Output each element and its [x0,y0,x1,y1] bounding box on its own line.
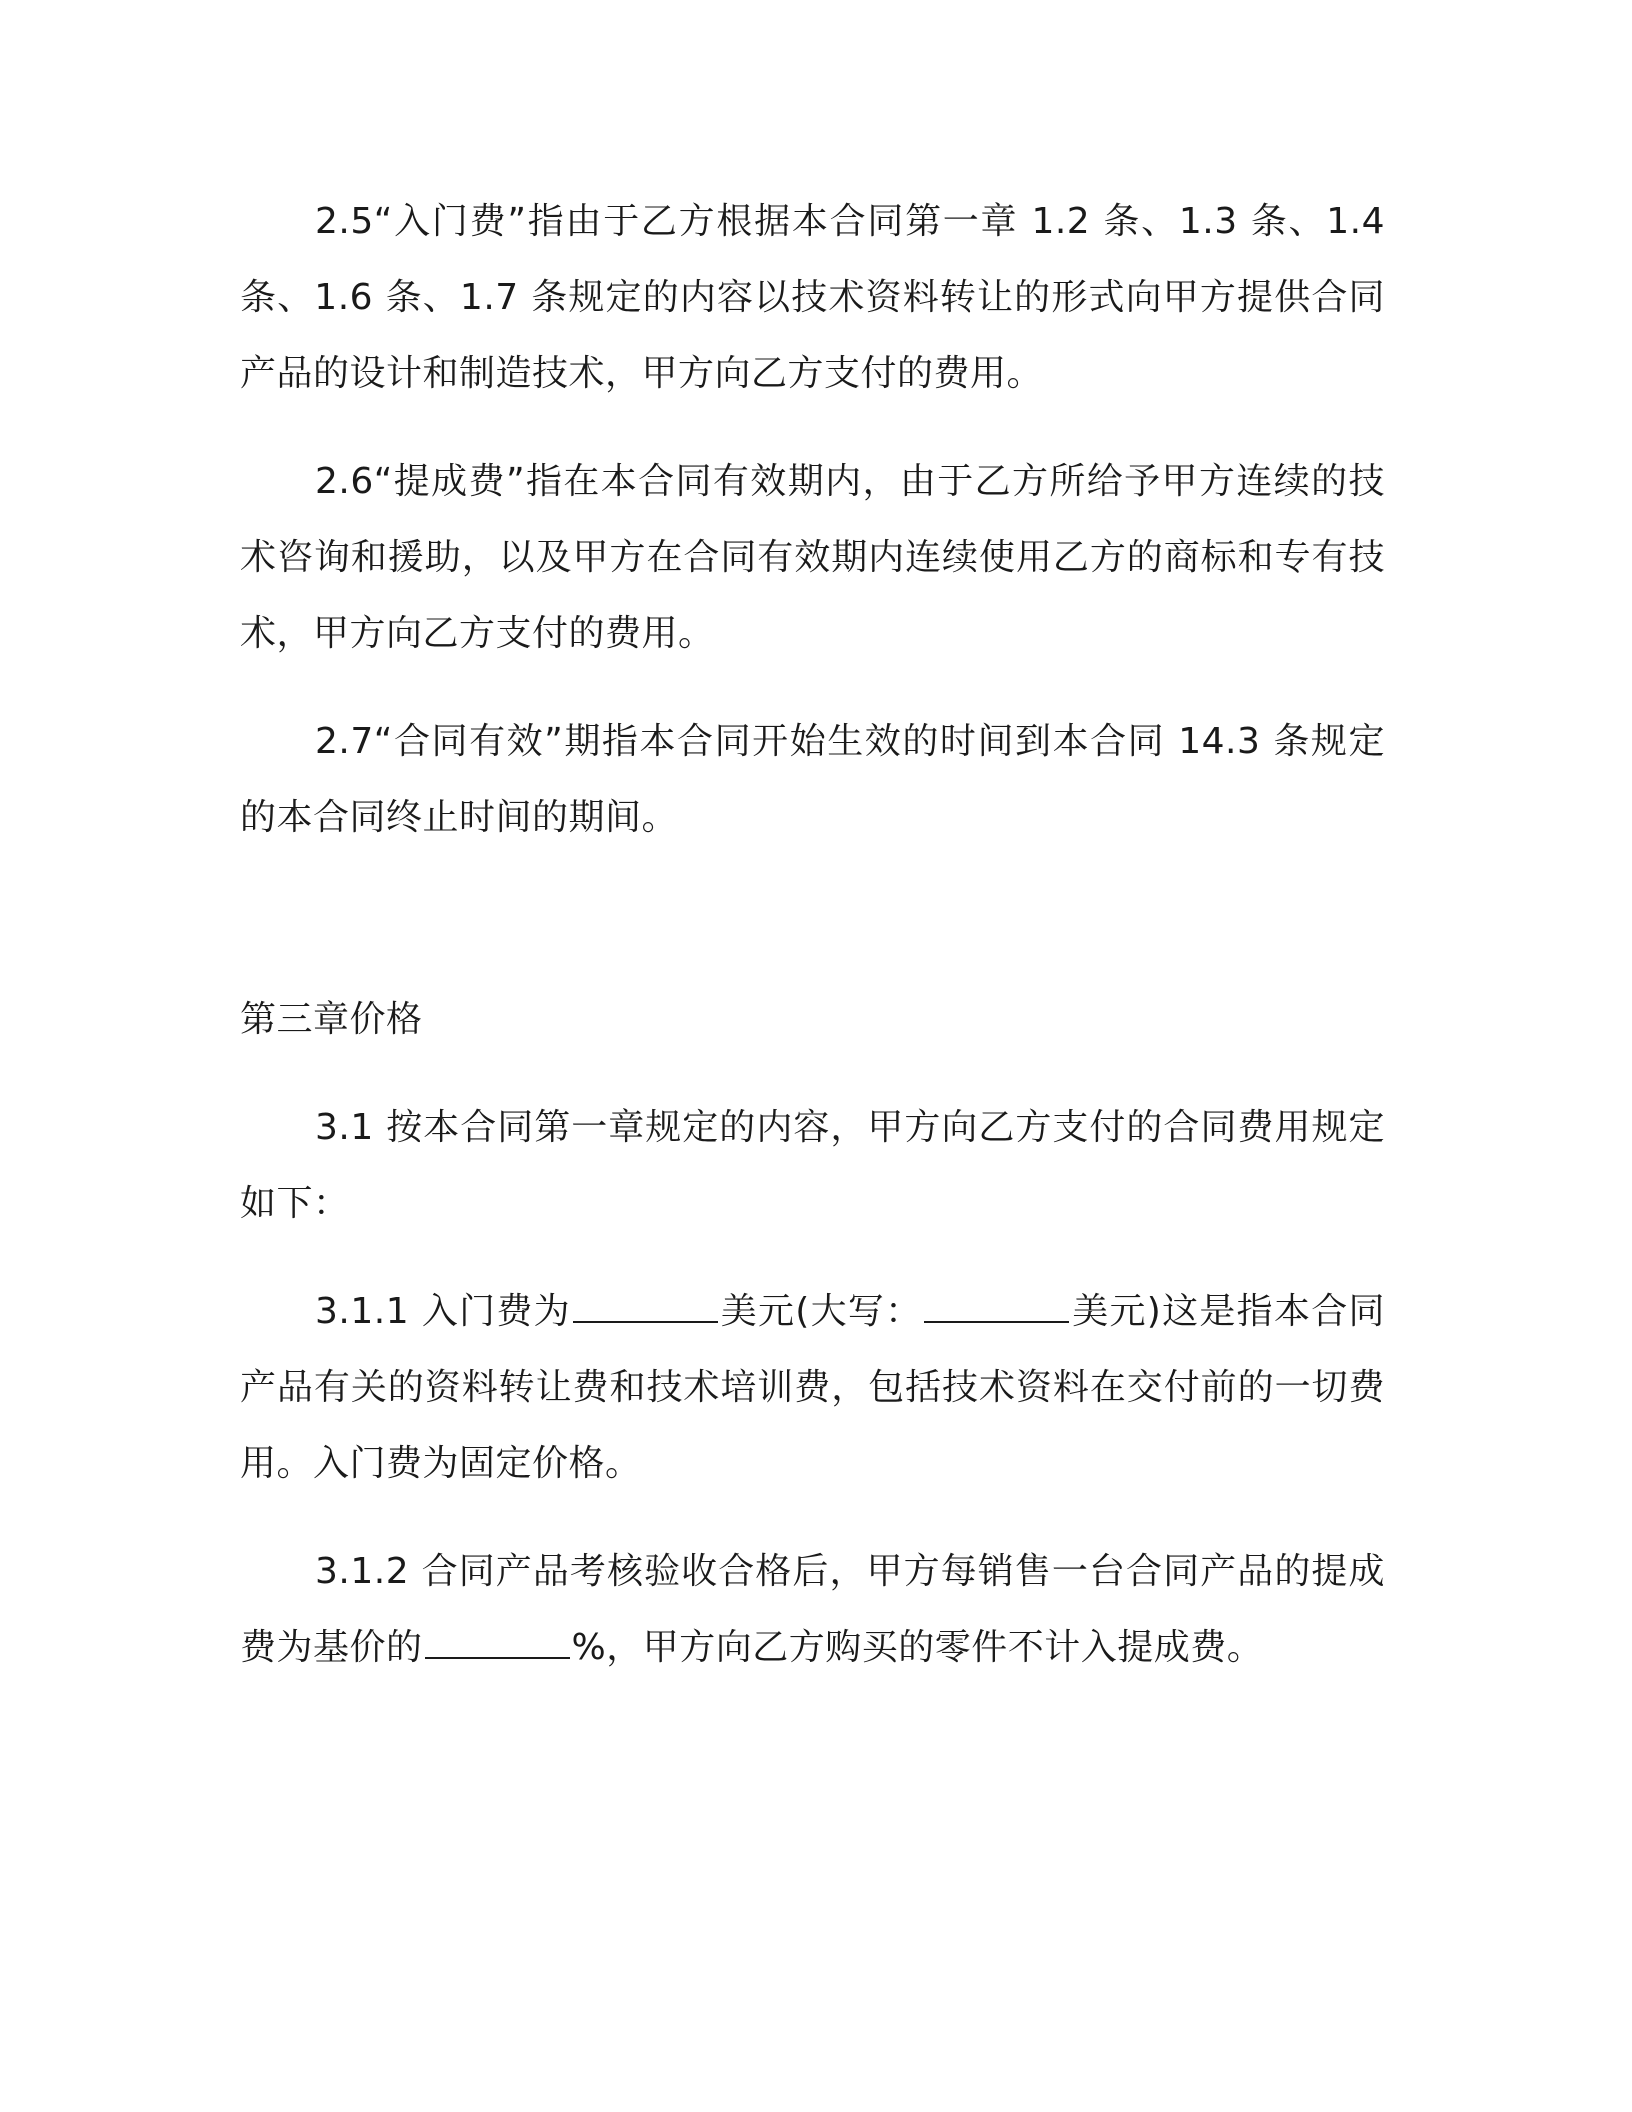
clause-3-1-2 [240,1534,1385,1686]
clause-3-1-1 [240,1274,1385,1502]
clause-2-7: 2.7“合同有效”期指本合同开始生效的时间到本合同 14.3 条规定的本合同终止时间的期间。 [240,721,1385,838]
entry-fee-amount-words-blank [924,1291,1069,1323]
clause-3-1: 3.1 按本合同第一章规定的内容，甲方向乙方支付的合同费用规定如下： [240,1107,1385,1224]
clause-3-1-2-text-b: %，甲方向乙方购买的零件不计入提成费。 [571,1627,1264,1668]
clause-2-5: 2.5“入门费”指由于乙方根据本合同第一章 1.2 条、1.3 条、1.4 条、1.6 条、1.7 条规定的内容以技术资料转让的形式向甲方提供合同产品的设计和制造技术，甲方向乙方支付的费用。 [240,201,1385,394]
entry-fee-amount-blank [573,1291,718,1323]
clause-3-1-1-text-c: 美元)这是指本合同产品有关的资料转让费和技术培训费，包括技术资料在交付前的一切费用。入门费为固定价格。 [240,1291,1386,1484]
royalty-percent-blank [425,1627,570,1659]
clause-2-6: 2.6“提成费”指在本合同有效期内，由于乙方所给予甲方连续的技术咨询和援助，以及甲方在合同有效期内连续使用乙方的商标和专有技术，甲方向乙方支付的费用。 [240,461,1385,654]
clause-3-1-1-text-a: 3.1.1 入门费为 [315,1291,571,1332]
clause-3-1-1-text-b: 美元(大写： [719,1291,923,1332]
clause-3-1-2-text-a: 3.1.2 合同产品考核验收合格后，甲方每销售一台合同产品的提成费为基价的 [240,1551,1385,1668]
chapter-3-heading: 第三章价格 [240,999,423,1040]
document-body [240,184,1385,1686]
